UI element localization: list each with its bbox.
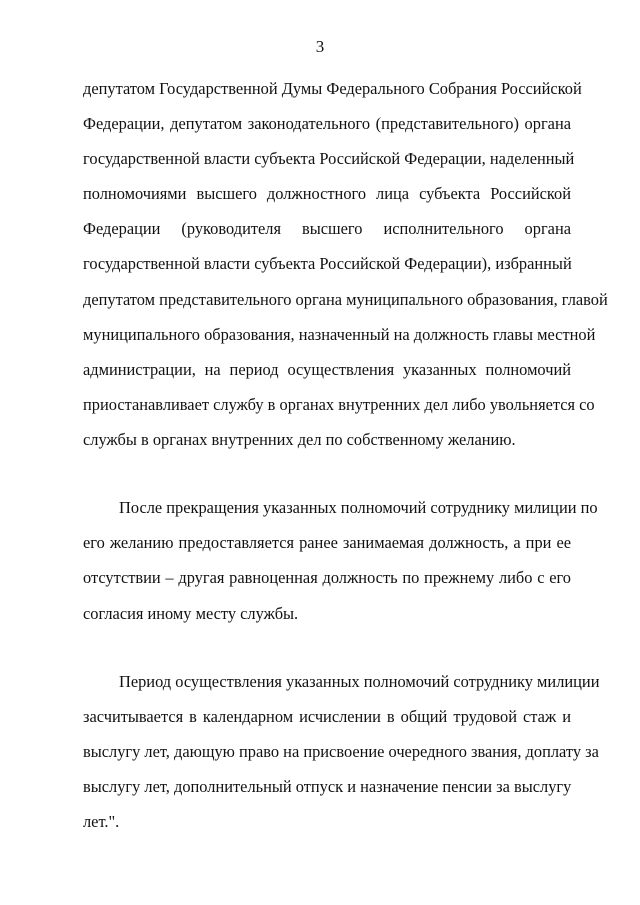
text-line: согласия иному месту службы. [83, 603, 299, 623]
paragraph-spacer [83, 457, 571, 490]
text-line: приостанавливает службу в органах внутренних дел либо увольняется со [83, 394, 595, 414]
text-line: Федерации, депутатом законодательного (представительного) органа [83, 114, 571, 134]
paragraph-1 [83, 71, 608, 457]
text-line: государственной власти субъекта Российской Федерации, наделенный [83, 149, 575, 169]
text-line: службы в органах внутренних дел по собственному желанию. [83, 429, 516, 449]
text-line: засчитывается в календарном исчислении в общий трудовой стаж и [83, 706, 571, 726]
page-number: 3 [315, 37, 325, 56]
text-line: выслугу лет, дополнительный отпуск и назначение пенсии за выслугу [83, 777, 572, 797]
paragraph-3 [83, 664, 600, 839]
paragraph-spacer [83, 631, 571, 664]
text-line: муниципального образования, назначенный на должность главы местной [83, 324, 596, 344]
text-line: депутатом Государственной Думы Федерального Собрания Российской [83, 79, 582, 98]
text-line: государственной власти субъекта Российской Федерации), избранный [83, 254, 572, 274]
text-line: Период осуществления указанных полномочий сотруднику милиции [119, 671, 600, 691]
text-line: выслугу лет, дающую право на присвоение очередного звания, доплату за [83, 741, 599, 761]
text-line: отсутствии – другая равноценная должность по прежнему либо с его [83, 568, 571, 588]
document-body [83, 71, 608, 839]
text-line: полномочиями высшего должностного лица субъекта Российской [83, 184, 571, 204]
paragraph-2 [83, 490, 598, 630]
text-line: Федерации (руководителя высшего исполнительного органа [83, 219, 571, 239]
text-line: После прекращения указанных полномочий сотруднику милиции по [119, 498, 598, 518]
text-line: его желанию предоставляется ранее занимаемая должность, а при ее [83, 533, 571, 553]
text-line: лет.". [83, 812, 120, 832]
text-line: администрации, на период осуществления указанных полномочий [83, 359, 571, 379]
text-line: депутатом представительного органа муниципального образования, главой [83, 289, 608, 309]
